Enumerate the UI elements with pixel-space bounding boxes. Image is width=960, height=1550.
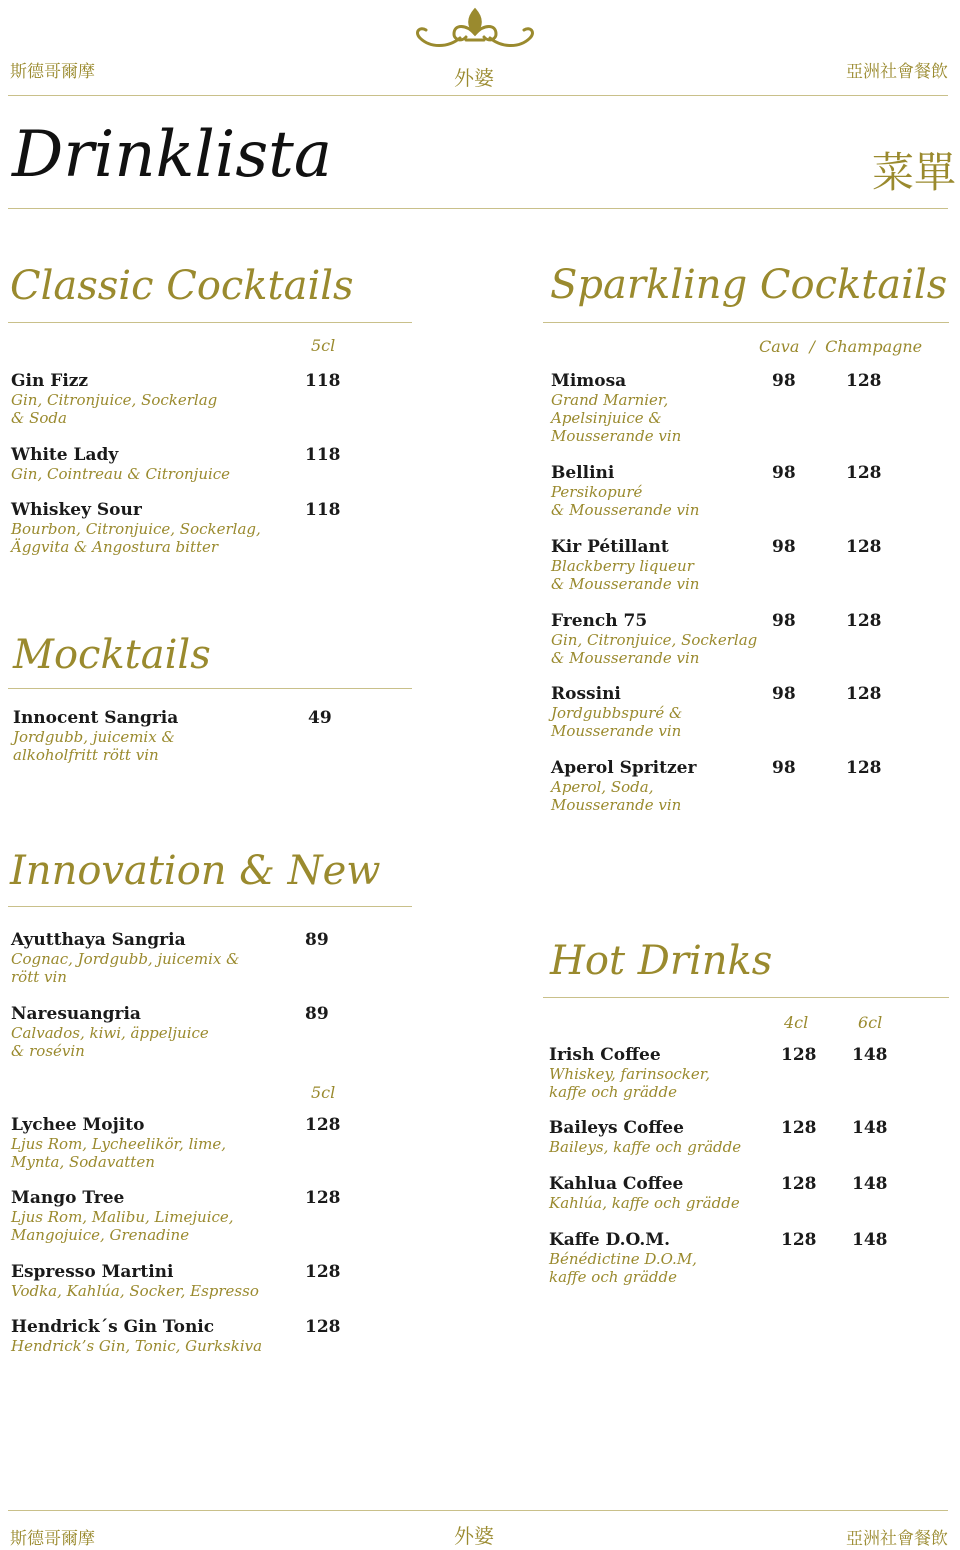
innovation-rule: [8, 906, 412, 907]
sparkling-section-title: Sparkling Cocktails: [550, 262, 948, 308]
item-price: 118: [305, 445, 341, 465]
mocktails-section-title: Mocktails: [13, 632, 211, 678]
menu-item: [13, 708, 178, 764]
menu-item: [11, 1262, 259, 1300]
item-price: 148: [852, 1118, 888, 1138]
item-price: 49: [308, 708, 332, 728]
item-price: 128: [846, 758, 882, 778]
item-name: Whiskey Sour: [11, 500, 142, 520]
item-price: 128: [846, 463, 882, 483]
item-price: 89: [305, 930, 329, 950]
item-description: Gin, Citronjuice, Sockerlag & Mousserande vin: [551, 631, 758, 667]
item-name: Gin Fizz: [11, 371, 89, 391]
item-price: 128: [781, 1045, 817, 1065]
hot-section-title: Hot Drinks: [550, 938, 773, 984]
item-name: Baileys Coffee: [549, 1118, 684, 1138]
item-description: Jordgubbspuré & Mousserande vin: [551, 704, 683, 740]
menu-item: [11, 930, 239, 986]
item-description: Aperol, Soda, Mousserande vin: [551, 778, 682, 814]
footer-center-text: 外婆: [454, 1524, 494, 1548]
item-name: White Lady: [11, 445, 119, 465]
hot-size-header-6cl: 6cl: [858, 1013, 883, 1032]
item-price: 118: [305, 371, 341, 391]
header-right-text: 亞洲社會餐飲: [846, 62, 948, 82]
item-description: Gin, Cointreau & Citronjuice: [11, 465, 231, 483]
menu-item: [549, 1045, 710, 1101]
item-description: Ljus Rom, Lycheelikör, lime, Mynta, Sodavatten: [11, 1135, 227, 1171]
page-title-cjk: 菜單: [871, 148, 956, 197]
item-description: Kahlúa, kaffe och grädde: [549, 1194, 740, 1212]
menu-item: [549, 1230, 697, 1286]
item-price: 98: [772, 537, 796, 557]
item-description: Whiskey, farinsocker, kaffe och grädde: [549, 1065, 711, 1101]
menu-item: [551, 537, 699, 593]
menu-item: [551, 371, 681, 445]
menu-item: [549, 1174, 740, 1212]
menu-item: [551, 463, 699, 519]
item-name: Kir Pétillant: [551, 537, 669, 557]
page-title: Drinklista: [12, 118, 333, 192]
menu-item: [11, 1317, 262, 1355]
item-name: Ayutthaya Sangria: [11, 930, 186, 950]
footer-left-text: 斯德哥爾摩: [10, 1529, 95, 1549]
item-description: Gin, Citronjuice, Sockerlag & Soda: [11, 391, 218, 427]
item-description: Hendrick’s Gin, Tonic, Gurkskiva: [11, 1337, 263, 1355]
item-description: Jordgubb, juicemix & alkoholfritt rött vin: [13, 728, 175, 764]
item-price: 98: [772, 463, 796, 483]
item-name: Irish Coffee: [549, 1045, 661, 1065]
hot-size-header-4cl: 4cl: [784, 1013, 809, 1032]
menu-item: [551, 758, 696, 814]
item-description: Baileys, kaffe och grädde: [549, 1138, 742, 1156]
item-name: Hendrick´s Gin Tonic: [11, 1317, 215, 1337]
item-price: 128: [846, 371, 882, 391]
item-description: Bourbon, Citronjuice, Sockerlag, Äggvita & Angostura bitter: [11, 520, 261, 556]
item-name: Bellini: [551, 463, 615, 483]
item-name: Naresuangria: [11, 1004, 141, 1024]
item-name: Rossini: [551, 684, 621, 704]
menu-item: [11, 1115, 226, 1171]
item-description: Grand Marnier, Apelsinjuice & Mousserande vin: [551, 391, 682, 445]
item-price: 118: [305, 500, 341, 520]
menu-item: [551, 684, 682, 740]
item-price: 148: [852, 1174, 888, 1194]
sparkling-rule: [543, 322, 949, 323]
item-price: 128: [781, 1230, 817, 1250]
item-price: 98: [772, 611, 796, 631]
item-price: 128: [781, 1174, 817, 1194]
item-price: 128: [305, 1115, 341, 1135]
item-name: Mango Tree: [11, 1188, 125, 1208]
item-price: 148: [852, 1045, 888, 1065]
item-description: Persikopuré & Mousserande vin: [551, 483, 700, 519]
classic-section-title: Classic Cocktails: [10, 263, 354, 309]
classic-rule: [8, 322, 412, 323]
item-name: French 75: [551, 611, 648, 631]
item-price: 128: [305, 1188, 341, 1208]
item-name: Kahlua Coffee: [549, 1174, 684, 1194]
item-name: Kaffe D.O.M.: [549, 1230, 671, 1250]
item-price: 128: [846, 537, 882, 557]
item-name: Innocent Sangria: [13, 708, 179, 728]
item-name: Mimosa: [551, 371, 627, 391]
item-description: Vodka, Kahlúa, Socker, Espresso: [11, 1282, 259, 1300]
menu-item: [11, 371, 217, 427]
title-rule: [8, 208, 948, 209]
sparkling-size-header: Cava / Champagne: [759, 337, 923, 356]
menu-item: [11, 1004, 209, 1060]
item-description: Cognac, Jordgubb, juicemix & rött vin: [11, 950, 240, 986]
item-description: Blackberry liqueur & Mousserande vin: [551, 557, 700, 593]
item-description: Calvados, kiwi, äppeljuice & rosévin: [11, 1024, 209, 1060]
item-price: 98: [772, 684, 796, 704]
menu-item: [11, 445, 230, 483]
item-price: 148: [852, 1230, 888, 1250]
item-price: 128: [305, 1317, 341, 1337]
footer-rule: [8, 1510, 948, 1511]
mocktails-rule: [8, 688, 412, 689]
item-name: Espresso Martini: [11, 1262, 174, 1282]
item-price: 128: [781, 1118, 817, 1138]
menu-item: [551, 611, 757, 667]
innovation-size-header: 5cl: [311, 1083, 336, 1102]
item-description: Ljus Rom, Malibu, Limejuice, Mangojuice, Grenadine: [11, 1208, 234, 1244]
item-name: Aperol Spritzer: [551, 758, 697, 778]
header-rule: [8, 95, 948, 96]
item-price: 98: [772, 371, 796, 391]
fleur-de-lis-ornament-icon: [410, 4, 540, 52]
item-price: 89: [305, 1004, 329, 1024]
header-center-text: 外婆: [454, 66, 494, 90]
item-price: 98: [772, 758, 796, 778]
innovation-section-title: Innovation & New: [10, 848, 381, 894]
item-price: 128: [846, 611, 882, 631]
menu-item: [11, 1188, 234, 1244]
hot-rule: [543, 997, 949, 998]
item-name: Lychee Mojito: [11, 1115, 145, 1135]
menu-item: [11, 500, 261, 556]
menu-item: [549, 1118, 741, 1156]
item-price: 128: [305, 1262, 341, 1282]
header-left-text: 斯德哥爾摩: [10, 62, 95, 82]
item-price: 128: [846, 684, 882, 704]
footer-right-text: 亞洲社會餐飲: [846, 1529, 948, 1549]
classic-size-header: 5cl: [311, 336, 336, 355]
item-description: Bénédictine D.O.M, kaffe och grädde: [549, 1250, 697, 1286]
